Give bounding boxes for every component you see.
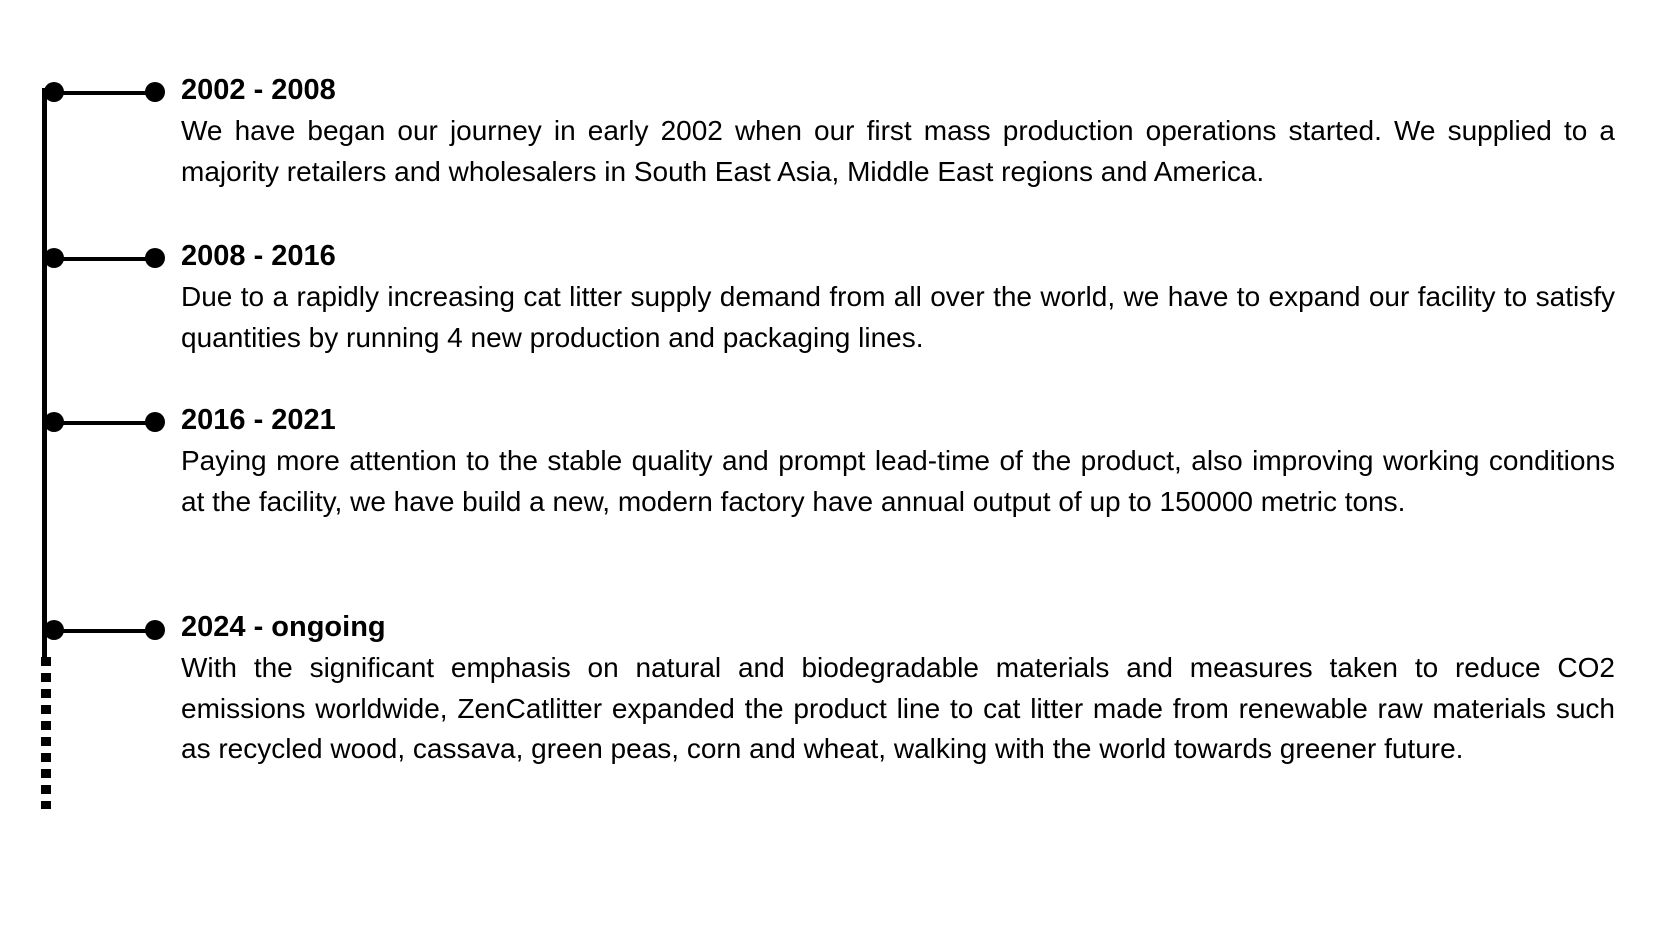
connector-line [52,91,156,95]
entry-title: 2008 - 2016 [181,240,336,272]
timeline-entry [181,239,1615,358]
timeline-entry [181,73,1615,192]
timeline-entry [181,610,1615,770]
timeline-connector [44,620,165,642]
timeline-spine [42,88,47,657]
connector-line [52,257,156,261]
timeline-entry [181,403,1615,522]
timeline-connector [44,82,165,104]
entry-text: Paying more attention to the stable quality and prompt lead-time of the product, also improving working conditions at the facility, we have build a new, modern factory have annual output of up to 150000 metric tons. [181,445,1615,517]
timeline-dot [145,412,165,432]
timeline-dot [145,620,165,640]
timeline-dot [145,248,165,268]
entry-text: With the significant emphasis on natural and biodegradable materials and measures taken to reduce CO2 emissions worldwide, ZenCatlitter expanded the product line to cat litter made from renewable raw materials such as recycled wood, cassava, green peas, corn and wheat, walking with the world towards greener future. [181,652,1615,764]
timeline-connector [44,248,165,270]
connector-line [52,629,156,633]
entry-title: 2002 - 2008 [181,74,336,106]
entry-text: Due to a rapidly increasing cat litter supply demand from all over the world, we have to expand our facility to satisfy quantities by running 4 new production and packaging lines. [181,281,1615,353]
timeline-spine-dashed [41,657,51,809]
connector-line [52,421,156,425]
entry-title: 2024 - ongoing [181,611,386,643]
timeline-connector [44,412,165,434]
entry-text: We have began our journey in early 2002 when our first mass production operations started. We supplied to a majority retailers and wholesalers in South East Asia, Middle East regions and America. [181,115,1615,187]
timeline-dot [145,82,165,102]
entry-title: 2016 - 2021 [181,404,336,436]
